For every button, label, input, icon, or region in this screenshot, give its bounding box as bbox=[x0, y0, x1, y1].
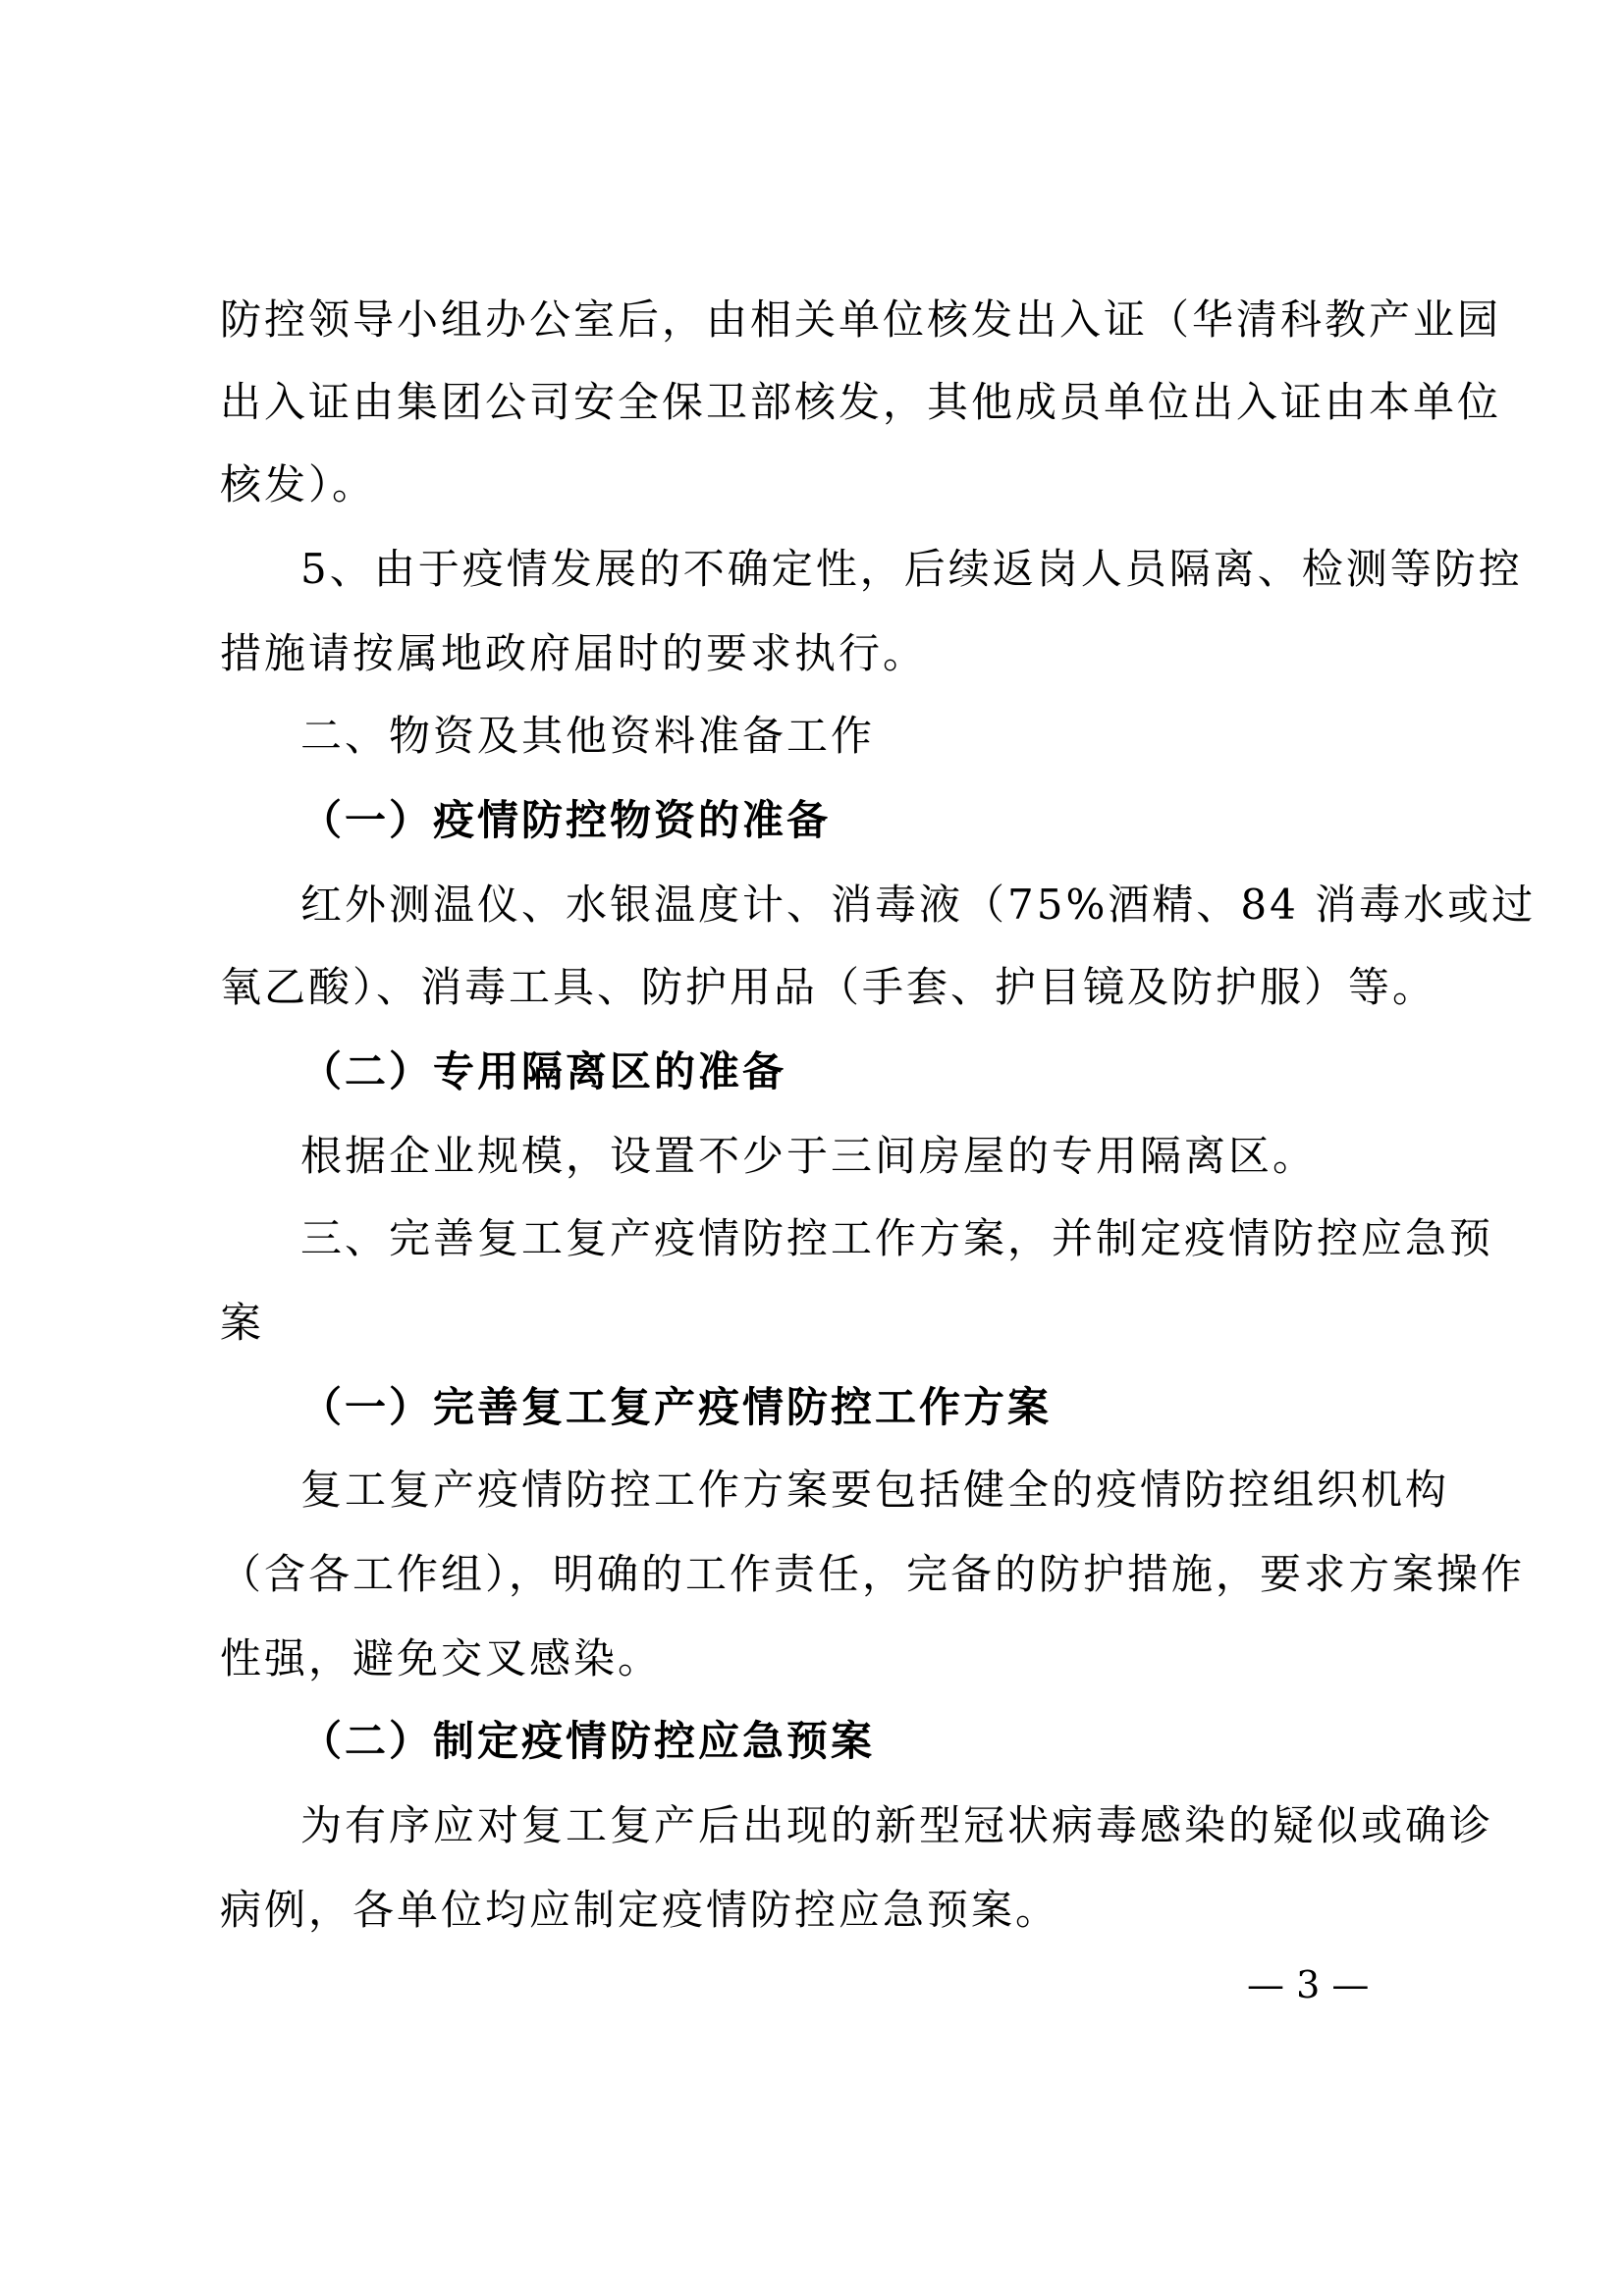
subsection-heading: （二）专用隔离区的准备 bbox=[300, 1047, 787, 1095]
paragraph-line: （含各工作组），明确的工作责任，完备的防护措施，要求方案操作 bbox=[220, 1550, 1526, 1598]
page-number: — 3 — bbox=[1247, 1963, 1370, 2006]
paragraph-line: 5、由于疫情发展的不确定性，后续返岗人员隔离、检测等防控 bbox=[300, 545, 1523, 593]
paragraph-line: 防控领导小组办公室后，由相关单位核发出入证（华清科教产业园 bbox=[220, 295, 1502, 344]
section-heading-continuation: 案 bbox=[220, 1299, 265, 1347]
paragraph-line: 出入证由集团公司安全保卫部核发，其他成员单位出入证由本单位 bbox=[220, 378, 1502, 426]
section-heading: 二、物资及其他资料准备工作 bbox=[300, 712, 876, 760]
paragraph-line: 氧乙酸）、消毒工具、防护用品（手套、护目镜及防护服）等。 bbox=[220, 963, 1437, 1011]
paragraph-line: 红外测温仪、水银温度计、消毒液（75%酒精、84 消毒水或过 bbox=[300, 881, 1537, 929]
section-heading: 三、完善复工复产疫情防控工作方案，并制定疫情防控应急预 bbox=[300, 1214, 1494, 1262]
paragraph-line: 措施请按属地政府届时的要求执行。 bbox=[220, 629, 928, 677]
subsection-heading: （一）完善复工复产疫情防控工作方案 bbox=[300, 1383, 1053, 1431]
paragraph-line: 性强，避免交叉感染。 bbox=[220, 1634, 663, 1682]
paragraph-line: 根据企业规模，设置不少于三间房屋的专用隔离区。 bbox=[300, 1132, 1318, 1180]
subsection-heading: （一）疫情防控物资的准备 bbox=[300, 796, 832, 844]
subsection-heading: （二）制定疫情防控应急预案 bbox=[300, 1717, 876, 1765]
paragraph-line: 复工复产疫情防控工作方案要包括健全的疫情防控组织机构 bbox=[300, 1466, 1450, 1514]
paragraph-line: 为有序应对复工复产后出现的新型冠状病毒感染的疑似或确诊 bbox=[300, 1801, 1494, 1849]
paragraph-line: 病例，各单位均应制定疫情防控应急预案。 bbox=[220, 1886, 1060, 1934]
paragraph-line: 核发）。 bbox=[220, 460, 377, 508]
